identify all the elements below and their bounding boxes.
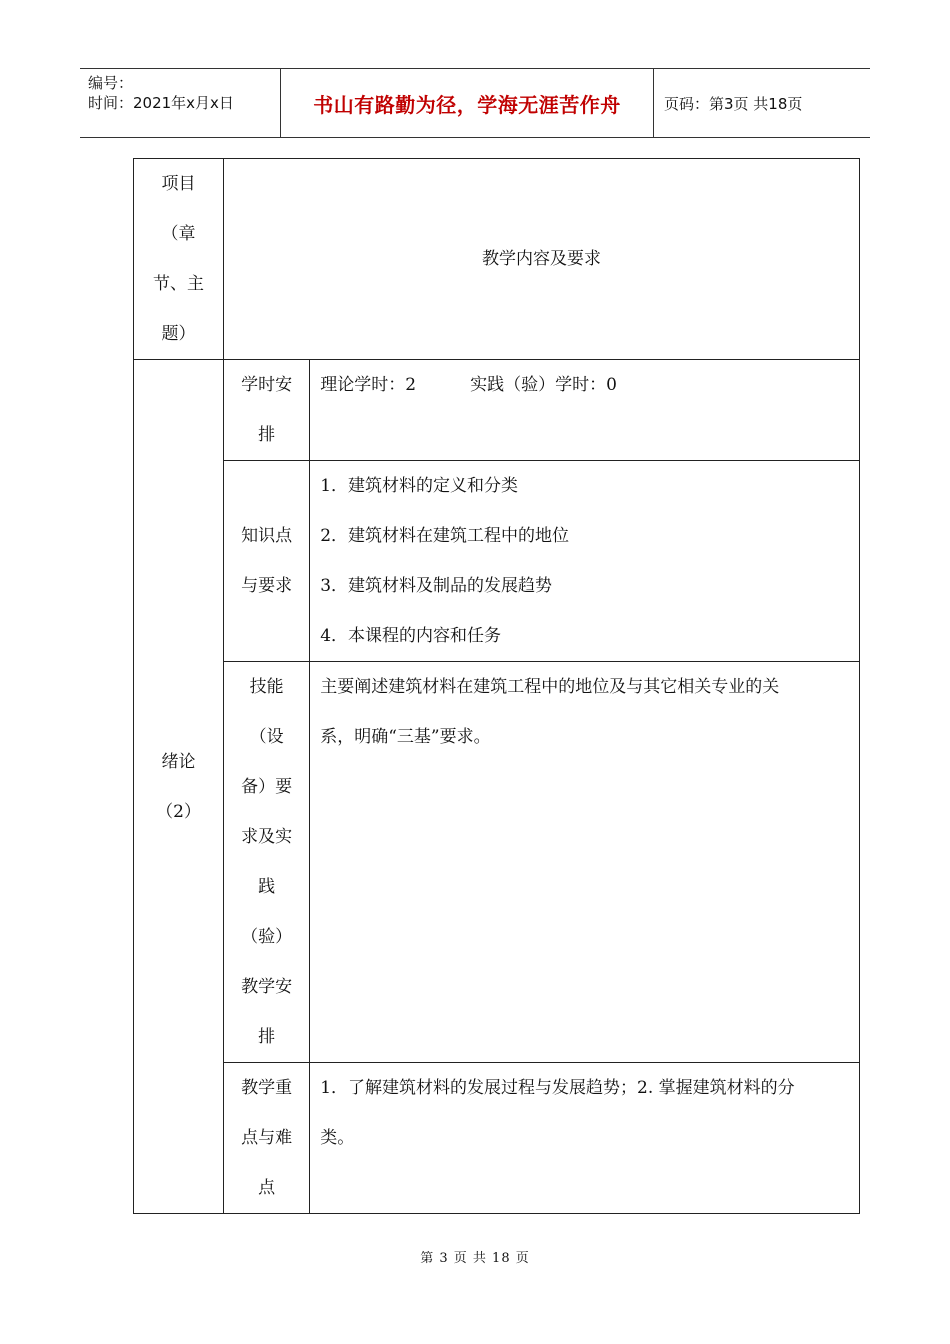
- row-label-line: 技能: [249, 677, 284, 697]
- table-row: [134, 360, 860, 461]
- table-head-row: [134, 159, 860, 360]
- row-content-line: 1．了解建筑材料的发展过程与发展趋势；2. 掌握建筑材料的分: [320, 1078, 795, 1098]
- row-label-line: 教学安: [241, 977, 293, 997]
- row-content-line: 2．建筑材料在建筑工程中的地位: [320, 526, 570, 546]
- row-content-line: 4．本课程的内容和任务: [320, 626, 502, 646]
- row-content-keypoints: [310, 1063, 860, 1214]
- row-content-line: 系，明确“三基”要求。: [320, 727, 491, 747]
- head-content-cell: [224, 159, 860, 360]
- row-label-line: 践: [258, 877, 276, 897]
- table-row: [134, 1063, 860, 1214]
- row-label-line: 学时安: [241, 375, 293, 395]
- row-content-hours: [310, 360, 860, 461]
- table-row: [134, 662, 860, 1063]
- row-label-line: 排: [258, 425, 276, 445]
- row-content-line: 理论学时：2 实践（验）学时：0: [320, 375, 617, 395]
- number-label: 编号：: [88, 74, 134, 92]
- row-content-line: 主要阐述建筑材料在建筑工程中的地位及与其它相关专业的关: [320, 677, 780, 697]
- row-label-skills: [224, 662, 310, 1063]
- row-content-line: 3．建筑材料及制品的发展趋势: [320, 576, 553, 596]
- head-project-line: 节、主: [153, 274, 205, 294]
- page-header: [80, 68, 870, 138]
- header-meta: [80, 69, 281, 137]
- row-content-skills: [310, 662, 860, 1063]
- header-motto: 书山有路勤为径，学海无涯苦作舟: [313, 92, 621, 117]
- row-content-knowledge: [310, 461, 860, 662]
- header-page-cell: [654, 69, 870, 137]
- row-label-line: 备）要: [241, 777, 293, 797]
- chapter-line: （2）: [156, 801, 201, 822]
- row-label-keypoints: [224, 1063, 310, 1214]
- row-label-line: 排: [258, 1027, 276, 1047]
- row-label-line: 与要求: [241, 576, 293, 596]
- table-row: [134, 461, 860, 662]
- row-label-knowledge: [224, 461, 310, 662]
- header-page-info: 页码：第3页 共18页: [664, 94, 803, 113]
- row-label-hours: [224, 360, 310, 461]
- row-label-line: 点: [258, 1178, 276, 1198]
- head-project-line: （章: [161, 224, 196, 244]
- head-project-cell: [134, 159, 224, 360]
- row-content-line: 类。: [320, 1128, 355, 1148]
- row-label-line: 点与难: [241, 1128, 293, 1148]
- time-label: 时间：2021年x月x日: [88, 94, 234, 112]
- row-label-line: 求及实: [241, 827, 293, 847]
- chapter-cell: [134, 360, 224, 1214]
- head-content-label: 教学内容及要求: [482, 249, 602, 269]
- row-label-line: 教学重: [241, 1078, 293, 1098]
- chapter-line: 绪论: [161, 751, 196, 772]
- row-label-line: （设: [249, 727, 284, 747]
- head-project-line: 题）: [161, 324, 196, 344]
- head-project-line: 项目: [161, 174, 196, 194]
- row-label-line: （验）: [241, 927, 293, 947]
- header-motto-cell: [281, 69, 654, 137]
- row-label-line: 知识点: [241, 526, 293, 546]
- row-content-line: 1．建筑材料的定义和分类: [320, 476, 519, 496]
- page-footer: 第 3 页 共 18 页: [420, 1251, 530, 1266]
- syllabus-table: [133, 158, 860, 1214]
